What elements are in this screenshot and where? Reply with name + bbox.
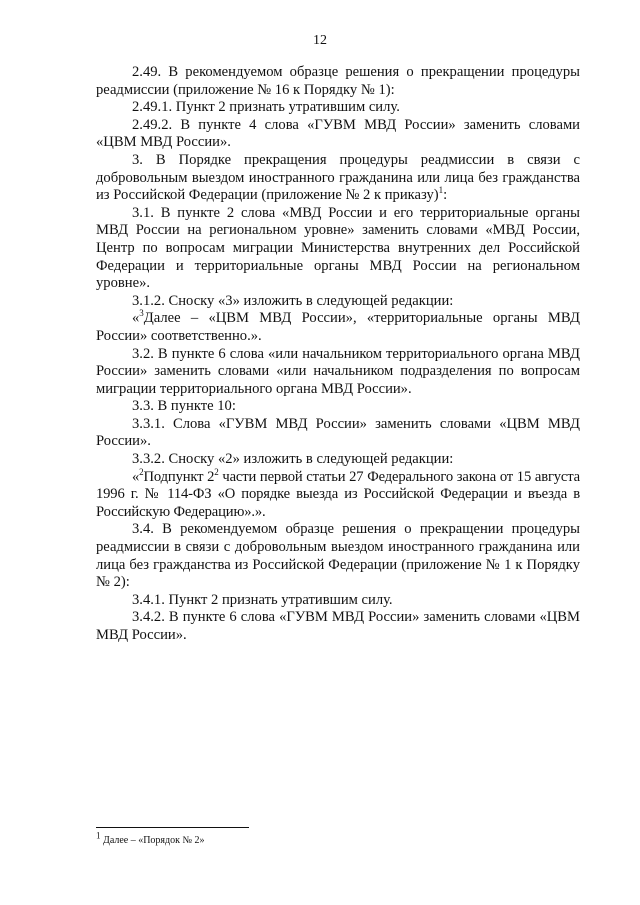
paragraph-2-49-2: 2.49.2. В пункте 4 слова «ГУВМ МВД России» заменить словами «ЦВМ МВД России». (96, 116, 580, 151)
paragraph-3-1: 3.1. В пункте 2 слова «МВД России и его территориальные органы МВД России на региональном уровне» заменить словами «МВД России, Центр по вопросам миграции Министерства внутренних дел Российской Федерации и территориальные органы МВД России на региональном уровне». (96, 204, 580, 292)
footnote-2-body: части первой статьи 27 Федерального закона от 15 августа 1996 г. № 114-ФЗ «О порядке выезда из Российской Федерации и въезда в Российскую Федерацию».». (96, 468, 580, 520)
footnote-ref: 1 (438, 185, 444, 196)
quote-open: « (132, 310, 140, 327)
footnote-marker: 1 (96, 830, 101, 841)
quote-open-2: « (132, 468, 140, 485)
footnote-2-lead: Подпункт 2 (143, 468, 215, 485)
footnote-text: Далее – «Порядок № 2» (100, 835, 205, 846)
footnote (96, 830, 205, 847)
paragraph-footnote-2-text (96, 466, 580, 522)
paragraph-3-4-2: 3.4.2. В пункте 6 слова «ГУВМ МВД России» заменить словами «ЦВМ МВД России». (96, 609, 580, 643)
paragraph-3-4: 3.4. В рекомендуемом образце решения о прекращении процедуры реадмиссии в связи с добровольным выездом иностранного гражданина или лица без гражданства из Российской Федерации (приложение № 1 к Порядку № 2): (96, 521, 580, 591)
paragraph-3-3-1: 3.3.1. Слова «ГУВМ МВД России» заменить словами «ЦВМ МВД России». (96, 415, 580, 450)
footnote-separator (96, 827, 249, 828)
paragraph-3-3-2: 3.3.2. Сноску «2» изложить в следующей редакции: (132, 451, 454, 468)
page-number: 12 (313, 33, 327, 48)
paragraph-footnote-3-text (96, 310, 580, 345)
paragraph-3-2: 3.2. В пункте 6 слова «или начальником территориального органа МВД России» заменить словами «или начальником подразделения по вопросам миграции территориального органа МВД России». (96, 345, 580, 397)
superscript-3: 3 (139, 308, 144, 319)
superscript-2b: 2 (214, 466, 219, 477)
document-body (96, 64, 580, 645)
paragraph-3-text: 3. В Порядке прекращения процедуры реадмиссии в связи с добровольным выездом иностранного гражданина или лица без гражданства из Российской Федерации (приложение № 2 к приказу) (96, 151, 580, 204)
paragraph-2-49-1: 2.49.1. Пункт 2 признать утратившим силу. (132, 99, 400, 116)
paragraph-3 (96, 152, 580, 205)
paragraph-3-colon: : (443, 187, 448, 204)
paragraph-3-4-1: 3.4.1. Пункт 2 признать утратившим силу. (132, 591, 393, 608)
footnote-3-body: Далее – «ЦВМ МВД России», «территориальные органы МВД России» соответственно.». (96, 310, 580, 344)
superscript-2a: 2 (139, 466, 144, 477)
paragraph-3-1-2: 3.1.2. Сноску «3» изложить в следующей редакции: (132, 292, 454, 309)
paragraph-3-3: 3.3. В пункте 10: (132, 398, 236, 415)
paragraph-2-49: 2.49. В рекомендуемом образце решения о прекращении процедуры реадмиссии (приложение № 16 к Порядку № 1): (96, 64, 580, 98)
